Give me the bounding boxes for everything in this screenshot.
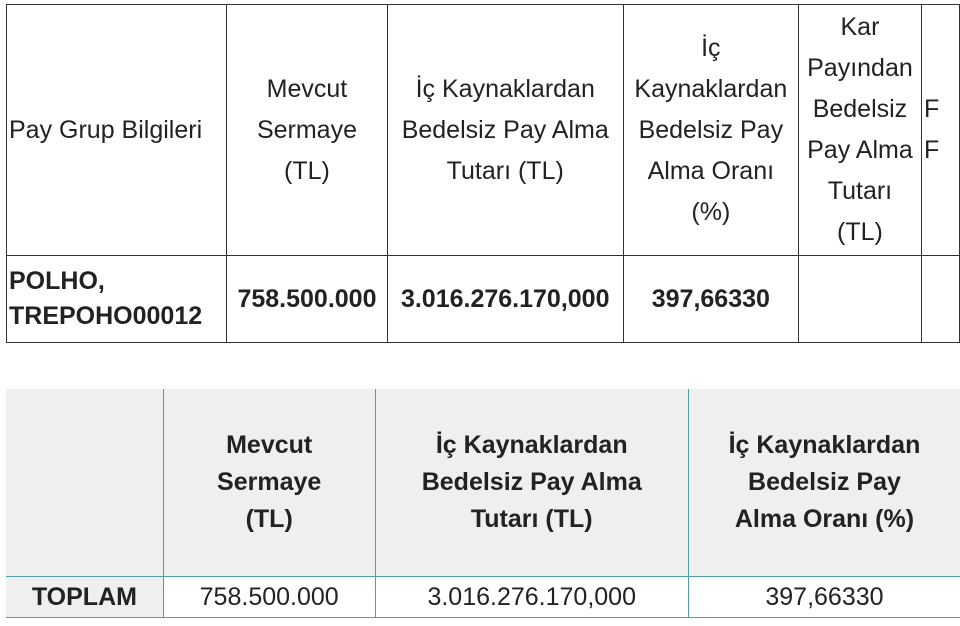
header-mevcut-sermaye: Mevcut Sermaye (TL)	[227, 5, 387, 256]
header-pay-grup: Pay Grup Bilgileri	[7, 5, 227, 256]
header-kar-payi-tutar: Kar Payından Bedelsiz Pay Alma Tutarı (TL)	[798, 5, 921, 256]
header-ic-kaynak-oran: İç Kaynaklardan Bedelsiz Pay Alma Oranı (%)	[623, 5, 798, 256]
cell-mevcut-sermaye: 758.500.000	[227, 256, 387, 343]
cell-ic-kaynak-oran: 397,66330	[688, 577, 960, 618]
table-row	[7, 256, 960, 343]
toplam-table	[6, 389, 960, 618]
toplam-header-row	[6, 389, 960, 577]
header-ic-kaynak-oran: İç Kaynaklardan Bedelsiz Pay Alma Oranı (%)	[688, 389, 960, 577]
cell-kar-payi-tutar	[798, 256, 921, 343]
header-ic-kaynak-tutar: İç Kaynaklardan Bedelsiz Pay Alma Tutarı (TL)	[375, 389, 688, 577]
header-ic-kaynak-tutar: İç Kaynaklardan Bedelsiz Pay Alma Tutarı (TL)	[387, 5, 623, 256]
cell-ic-kaynak-oran: 397,66330	[623, 256, 798, 343]
table-row	[6, 577, 960, 618]
cell-toplam-label: TOPLAM	[6, 577, 163, 618]
cell-ic-kaynak-tutar: 3.016.276.170,000	[387, 256, 623, 343]
cell-cut-column	[921, 256, 959, 343]
header-cut-column: F F	[921, 5, 959, 256]
pay-grup-header-row	[7, 5, 960, 256]
cell-ic-kaynak-tutar: 3.016.276.170,000	[375, 577, 688, 618]
header-mevcut-sermaye: Mevcut Sermaye (TL)	[163, 389, 375, 577]
cell-pay-grup: POLHO, TREPOHO00012	[7, 256, 227, 343]
header-empty	[6, 389, 163, 577]
cell-mevcut-sermaye: 758.500.000	[163, 577, 375, 618]
pay-grup-table	[6, 4, 960, 343]
